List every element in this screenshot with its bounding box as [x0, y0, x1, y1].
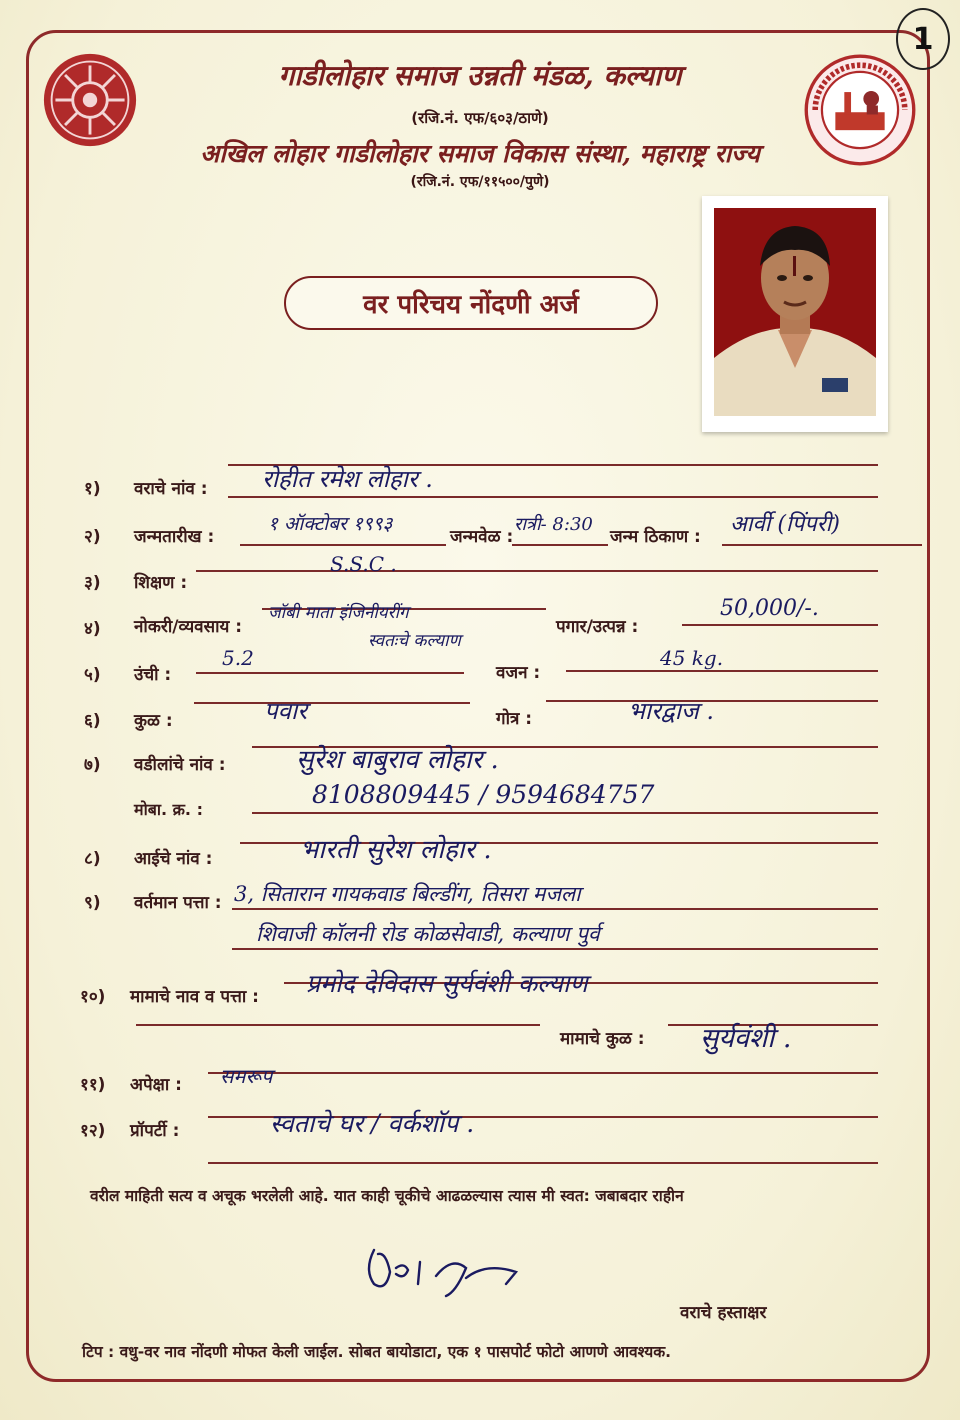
- height-value: 5.2: [222, 646, 254, 670]
- federation-name: अखिल लोहार गाडीलोहार समाज विकास संस्था, महाराष्ट्र राज्य: [200, 139, 760, 168]
- field-number-11: ११): [80, 1075, 106, 1095]
- expectation-value: समरूप: [220, 1064, 273, 1088]
- field-number-8: ८): [84, 849, 101, 869]
- education-line: [196, 570, 878, 572]
- height-line: [196, 672, 464, 674]
- clan-label: कुळ :: [134, 711, 173, 731]
- address-line-1: [232, 908, 878, 910]
- occupation-value-line2: स्वतःचे कल्याण: [368, 631, 461, 651]
- gotra-label: गोत्र :: [496, 709, 533, 729]
- property-label: प्रॉपर्टी :: [130, 1121, 180, 1141]
- signature-label: वराचे हस्ताक्षर: [680, 1303, 767, 1323]
- field-number-12: १२): [80, 1121, 106, 1141]
- maternal-uncle-line-2: [136, 1024, 540, 1026]
- maternal-uncle-label: मामाचे नाव व पत्ता :: [130, 987, 259, 1007]
- birth-place-line: [722, 544, 922, 546]
- height-label: उंची :: [134, 665, 172, 685]
- clan-line: [194, 702, 470, 704]
- field-number-1: १): [84, 479, 101, 499]
- birth-date-line: [240, 544, 446, 546]
- passport-photo-card: [702, 196, 888, 432]
- address-label: वर्तमान पत्ता :: [134, 893, 222, 913]
- maternal-clan-label: मामाचे कुळ :: [560, 1029, 645, 1049]
- mobile-label: मोबा. क्र. :: [134, 800, 203, 819]
- expectation-label: अपेक्षा :: [130, 1075, 182, 1095]
- mother-name-label: आईचे नांव :: [134, 849, 213, 869]
- organization-name: गाडीलोहार समाज उन्नती मंडळ, कल्याण: [278, 59, 682, 92]
- education-label: शिक्षण :: [134, 573, 188, 593]
- field-number-4: ४): [84, 619, 101, 639]
- federation-registration: (रजि.नं. एफ/११५००/पुणे): [410, 174, 550, 190]
- groom-name-value: रोहीत रमेश लोहार .: [262, 465, 433, 493]
- mother-name-value: भारती सुरेश लोहार .: [300, 835, 492, 865]
- field-number-5: ५): [84, 665, 101, 685]
- weight-value: 45 kg.: [660, 646, 724, 670]
- address-line-2: [232, 948, 878, 950]
- groom-name-label: वराचे नांव :: [134, 479, 208, 499]
- expectation-line: [208, 1072, 878, 1074]
- birth-time-line: [512, 544, 608, 546]
- education-value: S.S.C .: [330, 552, 397, 576]
- maternal-clan-value: सुर्यवंशी .: [700, 1023, 792, 1054]
- birth-time-value: रात्री- 8:30: [514, 514, 593, 535]
- address-value-line1: 3, सितारान गायकवाड बिल्डींग, तिसरा मजला: [234, 882, 581, 906]
- field-number-9: ९): [84, 893, 101, 913]
- weight-line: [566, 670, 878, 672]
- property-line-2: [208, 1162, 878, 1164]
- birth-place-label: जन्म ठिकाण :: [610, 527, 701, 547]
- left-seal-emblem: [42, 52, 138, 148]
- father-name-label: वडीलांचे नांव :: [134, 755, 226, 775]
- birth-place-value: आर्वी (पिंपरी): [730, 512, 840, 537]
- salary-value: 50,000/-.: [720, 596, 819, 621]
- mobile-value: 8108809445 / 9594684757: [312, 780, 655, 809]
- right-seal-emblem: [804, 54, 916, 166]
- father-name-value: सुरेश बाबुराव लोहार .: [296, 745, 499, 775]
- weight-label: वजन :: [496, 663, 541, 683]
- groom-name-line-under: [228, 496, 878, 498]
- field-number-6: ६): [84, 711, 101, 731]
- birth-time-label: जन्मवेळ :: [450, 527, 514, 547]
- field-number-10: १०): [80, 987, 106, 1007]
- property-value: स्वताचे घर / वर्कशॉप .: [270, 1109, 475, 1138]
- footer-note: टिप : वधु-वर नाव नोंदणी मोफत केली जाईल. सोबत बायोडाटा, एक १ पासपोर्ट फोटो आणणे आवश्यक.: [82, 1343, 672, 1361]
- declaration-text: वरील माहिती सत्य व अचूक भरलेली आहे. यात काही चूकीचे आढळल्यास त्यास मी स्वत: जबाबदार राहीन: [90, 1187, 684, 1205]
- mobile-line: [252, 812, 878, 814]
- page-number: 1: [896, 8, 950, 70]
- field-number-7: ७): [84, 755, 101, 775]
- maternal-uncle-value: प्रमोद देविदास सुर्यवंशी कल्याण: [306, 969, 588, 998]
- organization-registration: (रजि.नं. एफ/६०३/ठाणे): [411, 109, 549, 127]
- birth-date-value: १ ऑक्टोबर १९९३: [268, 513, 393, 535]
- field-number-3: ३): [84, 573, 101, 593]
- birth-date-label: जन्मतारीख :: [134, 527, 215, 547]
- salary-line: [682, 624, 878, 626]
- field-number-2: २): [84, 527, 101, 547]
- clan-value: पवार: [264, 697, 308, 725]
- passport-photo: [714, 208, 876, 416]
- groom-signature: [356, 1232, 526, 1304]
- occupation-label: नोकरी/व्यवसाय :: [134, 617, 243, 637]
- address-value-line2: शिवाजी कॉलनी रोड कोळसेवाडी, कल्याण पुर्व: [256, 922, 600, 946]
- gotra-value: भारद्वाज .: [628, 697, 714, 725]
- salary-label: पगार/उत्पन्न :: [556, 617, 639, 637]
- occupation-value-line1: जॉबी माता इंजिनीयरींग: [268, 603, 409, 623]
- form-title: वर परिचय नोंदणी अर्ज: [284, 276, 658, 330]
